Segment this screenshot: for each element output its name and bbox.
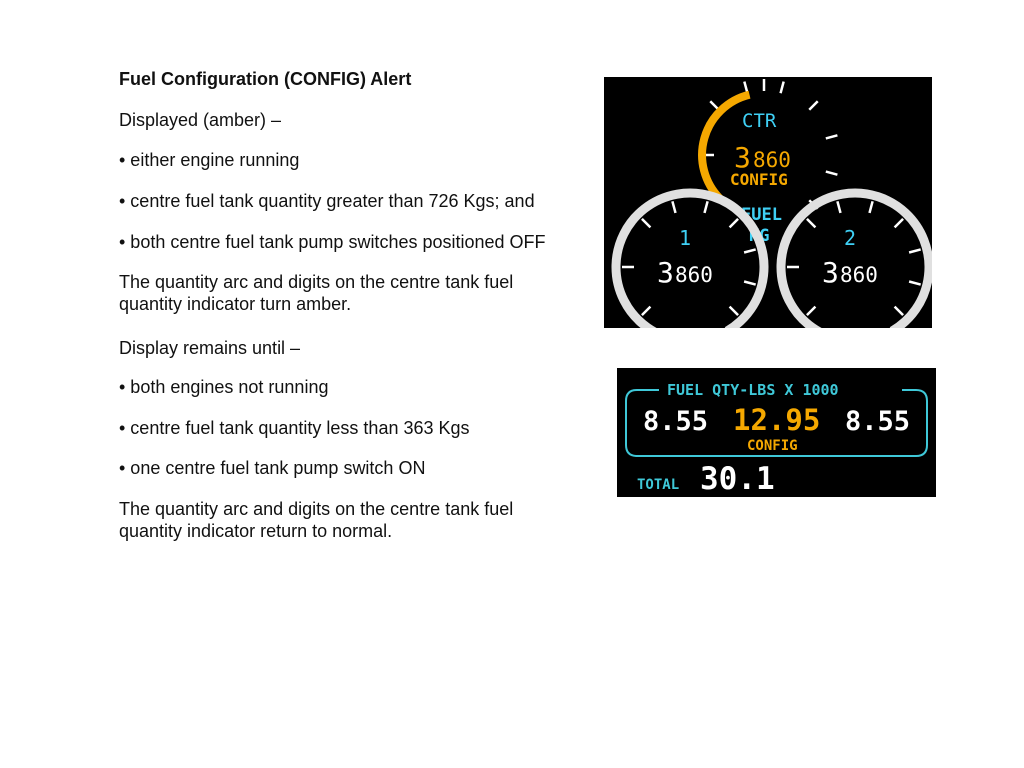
fuel-gauge-display bbox=[604, 77, 932, 328]
gauge-tick bbox=[826, 135, 838, 138]
center-gauge-ticks bbox=[704, 79, 837, 209]
left-quantity-arc bbox=[616, 193, 764, 328]
gauge-tick bbox=[809, 101, 817, 109]
condition-on-item: • both centre fuel tank pump switches positioned OFF bbox=[119, 232, 546, 252]
fuel-qty-svg bbox=[617, 368, 936, 497]
condition-on-item: • either engine running bbox=[119, 150, 300, 170]
slide-title: Fuel Configuration (CONFIG) Alert bbox=[119, 69, 412, 89]
gauge-tick bbox=[895, 307, 903, 315]
qty-right-value: 8.55 bbox=[845, 406, 911, 437]
gauge-tick bbox=[895, 219, 903, 227]
gauge-tick bbox=[730, 219, 738, 227]
condition-off-item: • centre fuel tank quantity less than 363 Kgs bbox=[119, 418, 470, 438]
gauge-tick bbox=[642, 307, 650, 315]
gauge-units-line1: FUEL bbox=[741, 205, 782, 225]
left-gauge-value-small: 860 bbox=[675, 263, 713, 287]
gauge-tick bbox=[826, 172, 838, 175]
left-gauge-label: 1 bbox=[679, 226, 692, 250]
gauge-tick bbox=[837, 201, 840, 213]
gauge-tick bbox=[869, 201, 872, 213]
condition-on-item: • centre fuel tank quantity greater than 726 Kgs; and bbox=[119, 191, 535, 211]
remains-heading: Display remains until – bbox=[119, 338, 301, 358]
right-gauge-ticks bbox=[787, 201, 921, 315]
qty-config-alert: CONFIG bbox=[747, 438, 798, 454]
center-gauge-label: CTR bbox=[742, 110, 777, 132]
qty-left-value: 8.55 bbox=[643, 406, 709, 437]
qty-total-value: 30.1 bbox=[700, 461, 775, 497]
fuel-quantity-display bbox=[617, 368, 936, 497]
gauge-tick bbox=[642, 219, 650, 227]
right-gauge-value-small: 860 bbox=[840, 263, 878, 287]
left-gauge-value-big: 3 bbox=[657, 256, 674, 289]
right-quantity-arc bbox=[781, 193, 929, 328]
gauge-tick bbox=[730, 307, 738, 315]
gauge-tick bbox=[807, 219, 815, 227]
gauge-tick bbox=[744, 249, 756, 252]
qty-total-label: TOTAL bbox=[637, 477, 680, 493]
engine-2-gauge bbox=[781, 193, 929, 328]
gauge-tick bbox=[672, 201, 675, 213]
center-gauge-value-big: 3 bbox=[734, 141, 751, 174]
gauge-tick bbox=[807, 307, 815, 315]
gauge-tick bbox=[909, 281, 921, 284]
center-gauge-value-small: 860 bbox=[753, 148, 791, 172]
gauge-units-line2: KG bbox=[749, 226, 770, 246]
right-gauge-value-big: 3 bbox=[822, 256, 839, 289]
gauge-tick bbox=[744, 281, 756, 284]
condition-off-item: • one centre fuel tank pump switch ON bbox=[119, 458, 426, 478]
condition-off-item: • both engines not running bbox=[119, 377, 329, 397]
return-normal-paragraph: The quantity arc and digits on the centre tank fuel quantity indicator return to normal. bbox=[119, 499, 514, 541]
displayed-heading: Displayed (amber) – bbox=[119, 110, 282, 130]
turn-amber-paragraph: The quantity arc and digits on the centre tank fuel quantity indicator turn amber. bbox=[119, 272, 514, 314]
center-tank-gauge bbox=[702, 79, 837, 209]
gauge-tick bbox=[909, 249, 921, 252]
gauge-tick bbox=[704, 201, 707, 213]
qty-header: FUEL QTY-LBS X 1000 bbox=[667, 381, 839, 399]
fuel-gauge-svg bbox=[604, 77, 932, 328]
gauge-tick bbox=[781, 82, 784, 94]
left-gauge-ticks bbox=[622, 201, 756, 315]
right-gauge-label: 2 bbox=[844, 226, 857, 250]
qty-center-value: 12.95 bbox=[733, 403, 821, 437]
engine-1-gauge bbox=[616, 193, 764, 328]
center-config-alert: CONFIG bbox=[730, 170, 788, 189]
